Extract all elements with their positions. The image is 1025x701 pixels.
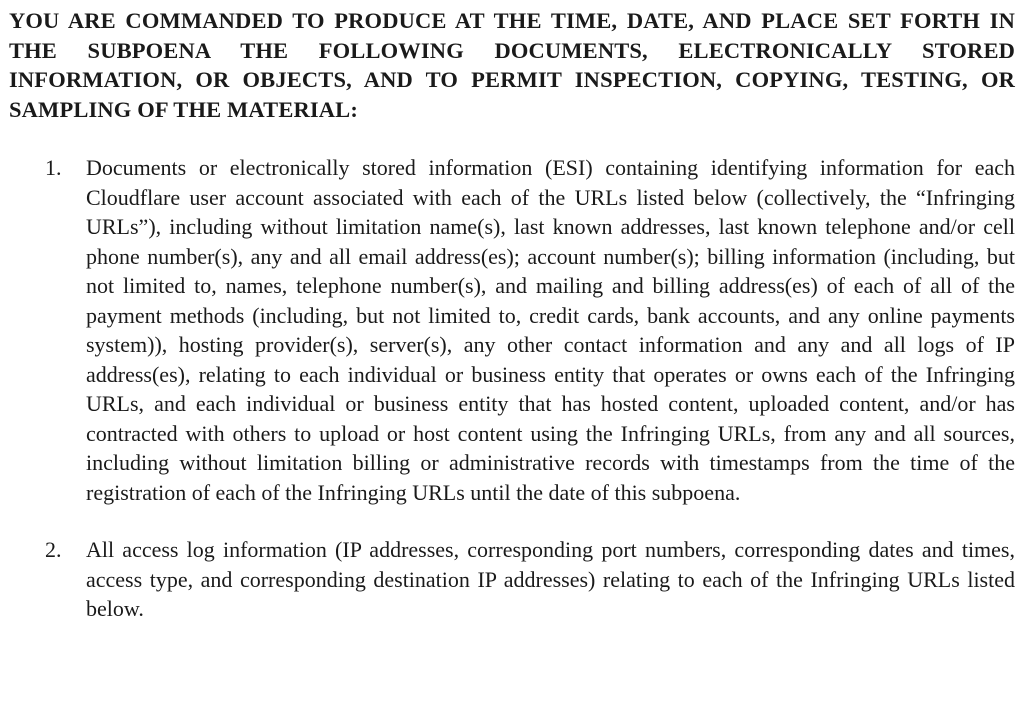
subpoena-heading: YOU ARE COMMANDED TO PRODUCE AT THE TIME, DATE, AND PLACE SET FORTH IN THE SUBPOENA THE FOLLOWING DOCUMENTS, ELECTRONICALLY STORED INFORMATION, OR OBJECTS, AND TO PERMIT INSPECTION, COPYING, TESTING, OR SAMPLING OF THE MATERIAL:: [9, 8, 1015, 122]
document-page: [9, 6, 1015, 624]
request-item-1: [9, 153, 1015, 507]
request-list: [9, 153, 1015, 624]
request-item-2: [9, 535, 1015, 624]
request-item-text: All access log information (IP addresses, corresponding port numbers, corresponding dates and times, access type, and corresponding destination IP addresses) relating to each of the Infringing URLs listed below.: [86, 537, 1015, 621]
request-item-number: 1.: [45, 155, 62, 180]
request-item-number: 2.: [45, 537, 62, 562]
request-item-text: Documents or electronically stored information (ESI) containing identifying information for each Cloudflare user account associated with each of the URLs listed below (collectively, the “Infringing URLs”), including without limitation name(s), last known addresses, last known telephone and/or cell phone number(s), any and all email address(es); account number(s); billing information (including, but not limited to, names, telephone number(s), and mailing and billing address(es) of each of all of the payment methods (including, but not limited to, credit cards, bank accounts, and any online payments system)), hosting provider(s), server(s), any other contact information and any and all logs of IP address(es), relating to each individual or business entity that operates or owns each of the Infringing URLs, and each individual or business entity that has hosted content, uploaded content, and/or has contracted with others to upload or host content using the Infringing URLs, from any and all sources, including without limitation billing or administrative records with timestamps from the time of the registration of each of the Infringing URLs until the date of this subpoena.: [86, 155, 1015, 505]
